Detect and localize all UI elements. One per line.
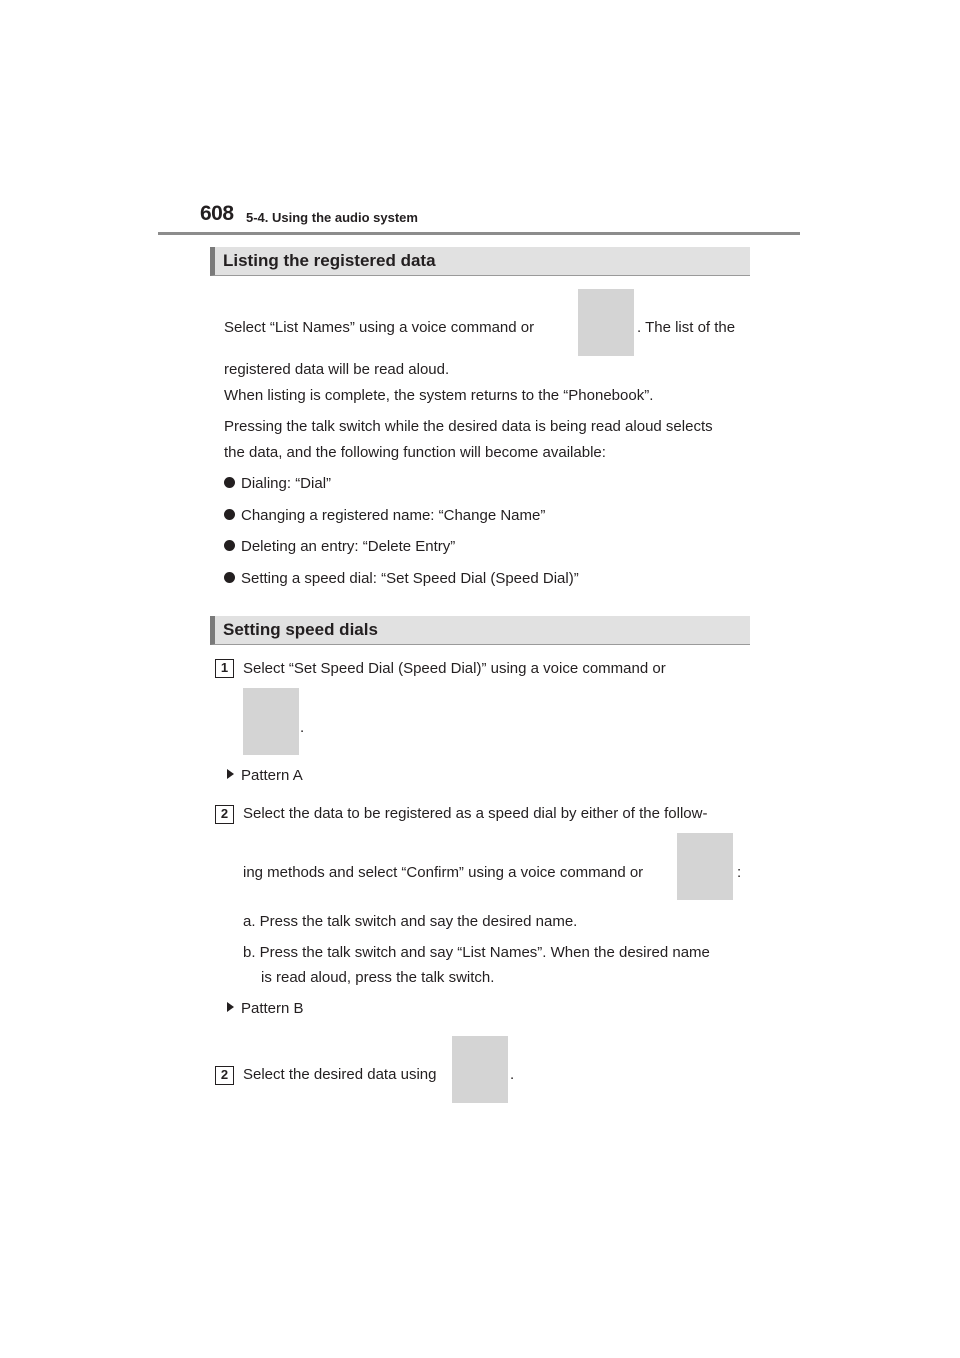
bullet-icon xyxy=(224,477,235,488)
list-item: Deleting an entry: “Delete Entry” xyxy=(224,537,455,557)
step-text: : xyxy=(737,864,742,881)
list-item: a. Press the talk switch and say the desired name. xyxy=(243,913,578,930)
step-number: 2 xyxy=(215,805,234,824)
bullet-icon xyxy=(224,540,235,551)
step-text: Select the data to be registered as a speed dial by either of the follow- xyxy=(243,805,708,822)
talk-switch-icon xyxy=(578,289,634,356)
pattern-label: Pattern A xyxy=(227,766,303,786)
triangle-icon xyxy=(227,769,234,779)
paragraph-text: Select “List Names” using a voice command or xyxy=(224,319,535,336)
list-item: is read aloud, press the talk switch. xyxy=(261,969,495,986)
step-number: 1 xyxy=(215,659,234,678)
list-item: b. Press the talk switch and say “List Names”. When the desired name xyxy=(243,944,710,961)
triangle-icon xyxy=(227,1002,234,1012)
talk-switch-icon xyxy=(452,1036,508,1103)
talk-switch-icon xyxy=(243,688,299,755)
header-rule xyxy=(158,232,800,235)
list-item: Dialing: “Dial” xyxy=(224,474,331,494)
bullet-icon xyxy=(224,572,235,583)
paragraph-text: the data, and the following function will become available: xyxy=(224,444,606,461)
list-item: Changing a registered name: “Change Name” xyxy=(224,506,545,526)
section-heading-listing xyxy=(210,247,750,276)
section-heading-speed-dials xyxy=(210,616,750,645)
step-text: . xyxy=(510,1066,515,1083)
step-text: Select “Set Speed Dial (Speed Dial)” using a voice command or xyxy=(243,660,666,677)
step-number: 2 xyxy=(215,1066,234,1085)
chapter-title: 5-4. Using the audio system xyxy=(246,210,418,225)
section-title: Listing the registered data xyxy=(223,251,436,270)
talk-switch-icon xyxy=(677,833,733,900)
paragraph-text: registered data will be read aloud. xyxy=(224,361,450,378)
section-title: Setting speed dials xyxy=(223,620,378,639)
step-text: . xyxy=(300,719,305,736)
bullet-icon xyxy=(224,509,235,520)
page-number: 608 xyxy=(200,202,234,225)
step-text: ing methods and select “Confirm” using a voice command or xyxy=(243,864,644,881)
step-text: Select the desired data using xyxy=(243,1066,437,1083)
paragraph-text: When listing is complete, the system returns to the “Phonebook”. xyxy=(224,387,654,404)
pattern-label: Pattern B xyxy=(227,999,304,1019)
paragraph-text: Pressing the talk switch while the desired data is being read aloud selects xyxy=(224,418,713,435)
list-item: Setting a speed dial: “Set Speed Dial (Speed Dial)” xyxy=(224,569,579,589)
paragraph-text: . The list of the xyxy=(637,319,736,336)
